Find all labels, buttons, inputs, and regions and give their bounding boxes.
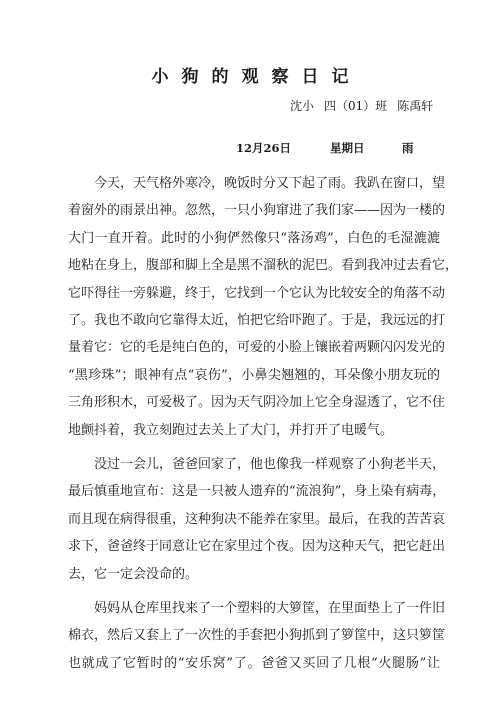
paragraph-line: 地粘在身上，腹部和脚上全是黑不溜秋的泥巴。看到我冲过去看它， [68,258,459,274]
paragraph-line: 大门一直开着。此时的小狗俨然像只“落汤鸡”，白色的毛湿漉漉 [68,230,440,246]
paragraph-line: 也就成了它暂时的“安乐窝”了。爸爸又买回了几根“火腿肠”让 [68,655,440,671]
author-name: 陈禹轩 [397,99,434,113]
paragraph-line: 没过一会儿，爸爸回家了，他也像我一样观察了小狗老半天， [94,457,446,472]
author-class: 四（01）班 [324,99,388,113]
entry-date: 12月26日 [236,141,292,155]
author-line [290,97,443,114]
entry-weather: 雨 [402,141,414,155]
paragraph-line: 去，它一定会没命的。 [68,566,199,582]
paragraph-line: 了。我也不敢向它靠得太近，怕把它给吓跑了。于是，我远远的打 [68,313,446,328]
paragraph-line: 最后慎重地宣布：这是一只被人遗弃的“流浪狗”，身上染有病毒， [68,484,446,500]
paragraph-line: 棉衣，然后又套上了一次性的手套把小狗抓到了箩筐中，这只箩筐 [68,628,446,644]
paragraph-line: 求下，爸爸终于同意让它在家里过个夜。因为这种天气，把它赶出 [68,539,446,555]
paragraph-line: 今天，天气格外寒冷，晚饭时分又下起了雨。我趴在窗口，望 [94,176,446,191]
paragraph-line: 地颤抖着，我立刻跑过去关上了大门，并打开了电暖气。 [68,422,394,438]
paragraph-line: “黑珍珠”；眼神有点“哀伤”，小鼻尖翘翘的，耳朵像小朋友玩的 [68,367,440,383]
paragraph-line: 妈妈从仓库里找来了一个塑料的大箩筐，在里面垫上了一件旧 [94,601,446,616]
paragraph-line: 而且现在病得很重，这种狗决不能养在家里。最后，在我的苦苦哀 [68,511,446,527]
page-title: 小狗的观察日记 [151,67,362,87]
author-school: 沈小 [290,99,315,113]
paragraph-line: 它吓得往一旁躲避，终于，它找到一个它认为比较安全的角落不动 [68,285,446,301]
paragraph-line: 三角形积木，可爱极了。因为天气阴冷加上它全身湿透了，它不住 [68,395,446,411]
paragraph-line: 量着它：它的毛是纯白色的，可爱的小脸上镶嵌着两颗闪闪发光的 [68,340,446,356]
paragraph-line: 着窗外的雨景出神。忽然，一只小狗窜进了我们家——因为一楼的 [68,203,446,219]
entry-weekday: 星期日 [330,141,365,155]
